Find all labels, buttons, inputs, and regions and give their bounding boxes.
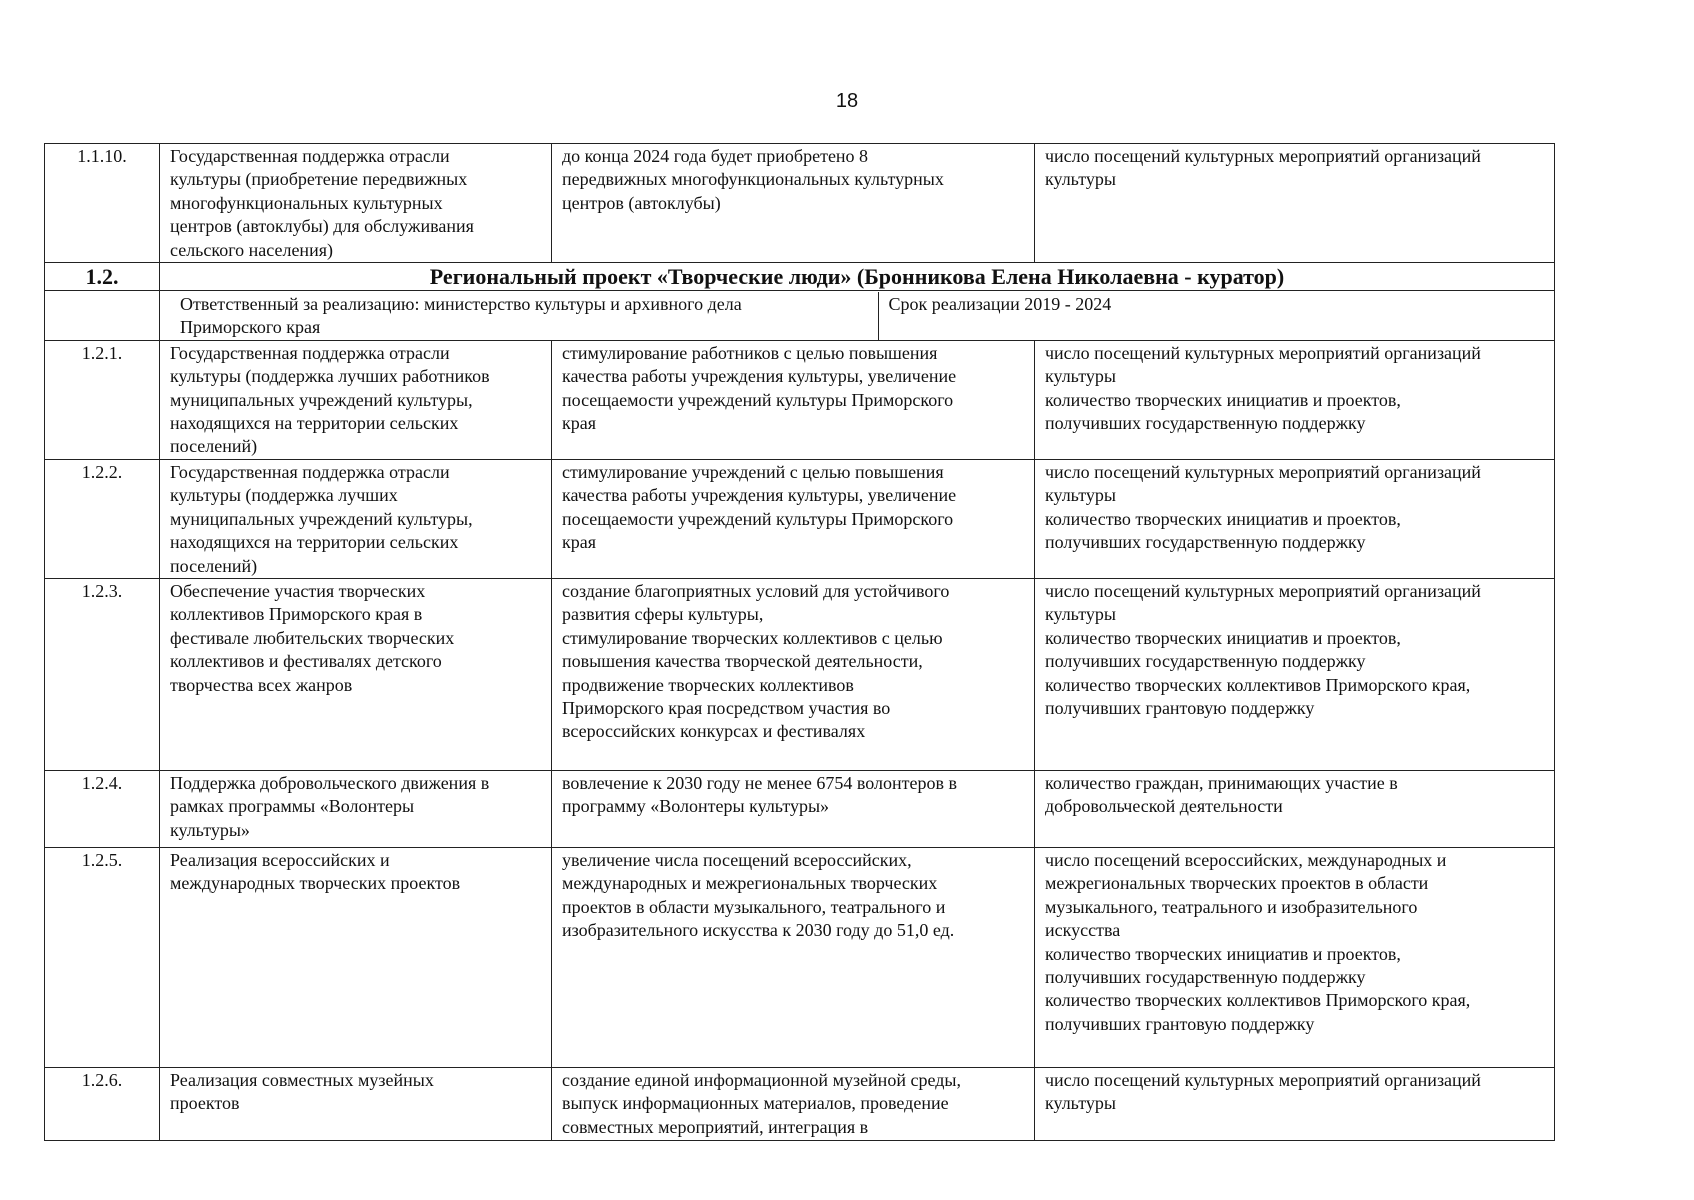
- cell-text-line: Приморского края посредством участия во: [562, 697, 891, 718]
- cell-text-line: выпуск информационных материалов, проведение: [562, 1093, 949, 1114]
- cell-text-line: края: [562, 532, 597, 553]
- result-cell: [552, 459, 1035, 578]
- cell-text-line: количество граждан, принимающих участие в: [1045, 772, 1398, 793]
- result-cell: [552, 144, 1035, 263]
- cell-text-line: создание единой информационной музейной среды,: [562, 1069, 961, 1090]
- cell-text-line: до конца 2024 года будет приобретено 8: [562, 146, 869, 166]
- cell-text-line: Государственная поддержка отрасли: [170, 146, 450, 166]
- cell-text-line: совместных мероприятий, интеграция в: [562, 1116, 869, 1137]
- event-cell: [160, 770, 552, 847]
- cell-text-line: коллективов и фестивалях детского: [170, 651, 442, 672]
- indicator-cell: [1035, 459, 1555, 578]
- responsible-term-table: [170, 292, 1555, 340]
- responsible-text: [170, 292, 878, 340]
- cell-text-line: Реализация совместных музейных: [170, 1069, 434, 1090]
- cell-text-line: культуры (поддержка лучших: [170, 485, 398, 506]
- table-row: [45, 340, 1555, 459]
- cell-text-line: количество творческих инициатив и проектов,: [1045, 943, 1401, 964]
- result-cell: [552, 1067, 1035, 1140]
- cell-text-line: стимулирование работников с целью повышения: [562, 342, 938, 363]
- indicator-cell: [1035, 578, 1555, 770]
- result-cell: [552, 770, 1035, 847]
- cell-text-line: развития сферы культуры,: [562, 604, 764, 625]
- result-cell: [552, 578, 1035, 770]
- indicator-cell: [1035, 1067, 1555, 1140]
- section-number: 1.2.: [45, 263, 160, 291]
- section-header-row: [45, 263, 1555, 291]
- cell-text-line: культуры: [1045, 485, 1116, 506]
- cell-text-line: Поддержка добровольческого движения в: [170, 772, 490, 793]
- result-cell: [552, 847, 1035, 1067]
- cell-text-line: муниципальных учреждений культуры,: [170, 508, 473, 529]
- cell-text-line: культуры: [1045, 604, 1116, 625]
- cell-text-line: культуры»: [170, 819, 250, 840]
- table-row: [45, 144, 1555, 263]
- row-number: 1.2.1.: [45, 340, 160, 459]
- row-number: 1.2.2.: [45, 459, 160, 578]
- cell-text-line: музыкального, театрального и изобразительного: [1045, 896, 1418, 917]
- cell-text-line: центров (автоклубы) для обслуживания: [170, 216, 474, 237]
- row-number: 1.2.6.: [45, 1067, 160, 1140]
- table-row: [45, 459, 1555, 578]
- cell-text-line: получивших грантовую поддержку: [1045, 1013, 1315, 1034]
- event-cell: [160, 1067, 552, 1140]
- cell-text-line: культуры (приобретение передвижных: [170, 169, 468, 190]
- cell-text-line: находящихся на территории сельских: [170, 532, 459, 553]
- cell-text-line: международных и межрегиональных творческих: [562, 873, 938, 894]
- cell-text-line: количество творческих инициатив и проектов,: [1045, 508, 1401, 529]
- cell-text-line: поселений): [170, 436, 258, 457]
- cell-text-line: изобразительного искусства к 2030 году до 51,0 ед.: [562, 920, 955, 941]
- cell-text-line: создание благоприятных условий для устойчивого: [562, 580, 950, 601]
- cell-text-line: межрегиональных творческих проектов в области: [1045, 873, 1429, 894]
- cell-text-line: Обеспечение участия творческих: [170, 580, 426, 601]
- cell-text-line: международных творческих проектов: [170, 873, 461, 894]
- event-cell: [160, 578, 552, 770]
- cell-text-line: добровольческой деятельности: [1045, 796, 1283, 817]
- cell-text-line: Государственная поддержка отрасли: [170, 342, 450, 363]
- row-number: 1.2.4.: [45, 770, 160, 847]
- cell-text-line: число посещений культурных мероприятий организаций: [1045, 146, 1481, 166]
- cell-text-line: коллективов Приморского края в: [170, 604, 423, 625]
- cell-text-line: культуры: [1045, 1093, 1116, 1114]
- cell-text-line: творчества всех жанров: [170, 674, 353, 695]
- indicator-cell: [1035, 340, 1555, 459]
- cell-text-line: число посещений культурных мероприятий организаций: [1045, 461, 1481, 482]
- cell-text-line: качества работы учреждения культуры, увеличение: [562, 485, 957, 506]
- cell-text-line: количество творческих коллективов Приморского края,: [1045, 990, 1471, 1011]
- indicator-cell: [1035, 847, 1555, 1067]
- cell-text-line: продвижение творческих коллективов: [562, 674, 854, 695]
- cell-text-line: получивших государственную поддержку: [1045, 413, 1366, 434]
- cell-text-line: культуры (поддержка лучших работников: [170, 366, 490, 387]
- program-table: [44, 143, 1555, 1141]
- event-cell: [160, 144, 552, 263]
- cell-text-line: культуры: [1045, 366, 1116, 387]
- event-cell: [160, 340, 552, 459]
- cell-text-line: проектов: [170, 1093, 240, 1114]
- cell-text-line: качества работы учреждения культуры, увеличение: [562, 366, 957, 387]
- cell-text-line: получивших государственную поддержку: [1045, 966, 1366, 987]
- cell-text-line: многофункциональных культурных: [170, 192, 443, 213]
- cell-text-line: число посещений культурных мероприятий организаций: [1045, 1069, 1481, 1090]
- cell-text-line: количество творческих коллективов Приморского края,: [1045, 674, 1471, 695]
- row-number: 1.2.3.: [45, 578, 160, 770]
- table-row: [45, 770, 1555, 847]
- cell-text-line: находящихся на территории сельских: [170, 413, 459, 434]
- cell-text-line: число посещений всероссийских, международных и: [1045, 849, 1447, 870]
- cell-text-line: вовлечение к 2030 году не менее 6754 волонтеров в: [562, 772, 957, 793]
- cell-text-line: края: [562, 413, 597, 434]
- responsible-row: [45, 291, 1555, 341]
- cell-text-line: сельского населения): [170, 239, 333, 260]
- cell-text-line: проектов в области музыкального, театрального и: [562, 896, 946, 917]
- event-cell: [160, 459, 552, 578]
- cell-text-line: Ответственный за реализацию: министерство культуры и архивного дела: [180, 294, 742, 315]
- cell-text-line: посещаемости учреждений культуры Приморского: [562, 508, 954, 529]
- cell-text-line: культуры: [1045, 169, 1116, 190]
- row-number: 1.2.5.: [45, 847, 160, 1067]
- cell-text-line: муниципальных учреждений культуры,: [170, 389, 473, 410]
- section-title: Региональный проект «Творческие люди» (Бронникова Елена Николаевна - куратор): [160, 263, 1555, 291]
- table-row: [45, 847, 1555, 1067]
- cell-text-line: получивших государственную поддержку: [1045, 532, 1366, 553]
- cell-text-line: фестивале любительских творческих: [170, 627, 455, 648]
- term-text: Срок реализации 2019 - 2024: [888, 294, 1112, 315]
- cell-text-line: стимулирование учреждений с целью повышения: [562, 461, 944, 482]
- cell-text-line: получивших грантовую поддержку: [1045, 697, 1315, 718]
- cell-text-line: повышения качества творческой деятельности,: [562, 651, 923, 672]
- cell-text-line: получивших государственную поддержку: [1045, 651, 1366, 672]
- cell-text-line: стимулирование творческих коллективов с целью: [562, 627, 943, 648]
- indicator-cell: [1035, 144, 1555, 263]
- result-cell: [552, 340, 1035, 459]
- row-number: 1.1.10.: [45, 144, 160, 263]
- cell-text-line: всероссийских конкурсах и фестивалях: [562, 721, 866, 742]
- cell-text-line: Реализация всероссийских и: [170, 849, 390, 870]
- responsible-term-cell: [160, 291, 1555, 341]
- cell-text-line: посещаемости учреждений культуры Приморского: [562, 389, 954, 410]
- indicator-cell: [1035, 770, 1555, 847]
- cell-text-line: количество творческих инициатив и проектов,: [1045, 389, 1401, 410]
- page-number: 18: [835, 90, 859, 112]
- cell-text-line: увеличение числа посещений всероссийских,: [562, 849, 912, 870]
- cell-text-line: поселений): [170, 555, 258, 576]
- cell-text-line: передвижных многофункциональных культурных: [562, 169, 944, 190]
- cell-text-line: программу «Волонтеры культуры»: [562, 796, 830, 817]
- cell-text-line: количество творческих инициатив и проектов,: [1045, 627, 1401, 648]
- cell-text-line: искусства: [1045, 920, 1121, 941]
- event-cell: [160, 847, 552, 1067]
- table-row: [45, 578, 1555, 770]
- cell-text-line: центров (автоклубы): [562, 192, 721, 213]
- empty-cell: [45, 291, 160, 341]
- cell-text-line: Государственная поддержка отрасли: [170, 461, 450, 482]
- cell-text-line: Приморского края: [180, 317, 321, 338]
- table-row: [45, 1067, 1555, 1140]
- cell-text-line: число посещений культурных мероприятий организаций: [1045, 342, 1481, 363]
- cell-text-line: рамках программы «Волонтеры: [170, 796, 415, 817]
- cell-text-line: число посещений культурных мероприятий организаций: [1045, 580, 1481, 601]
